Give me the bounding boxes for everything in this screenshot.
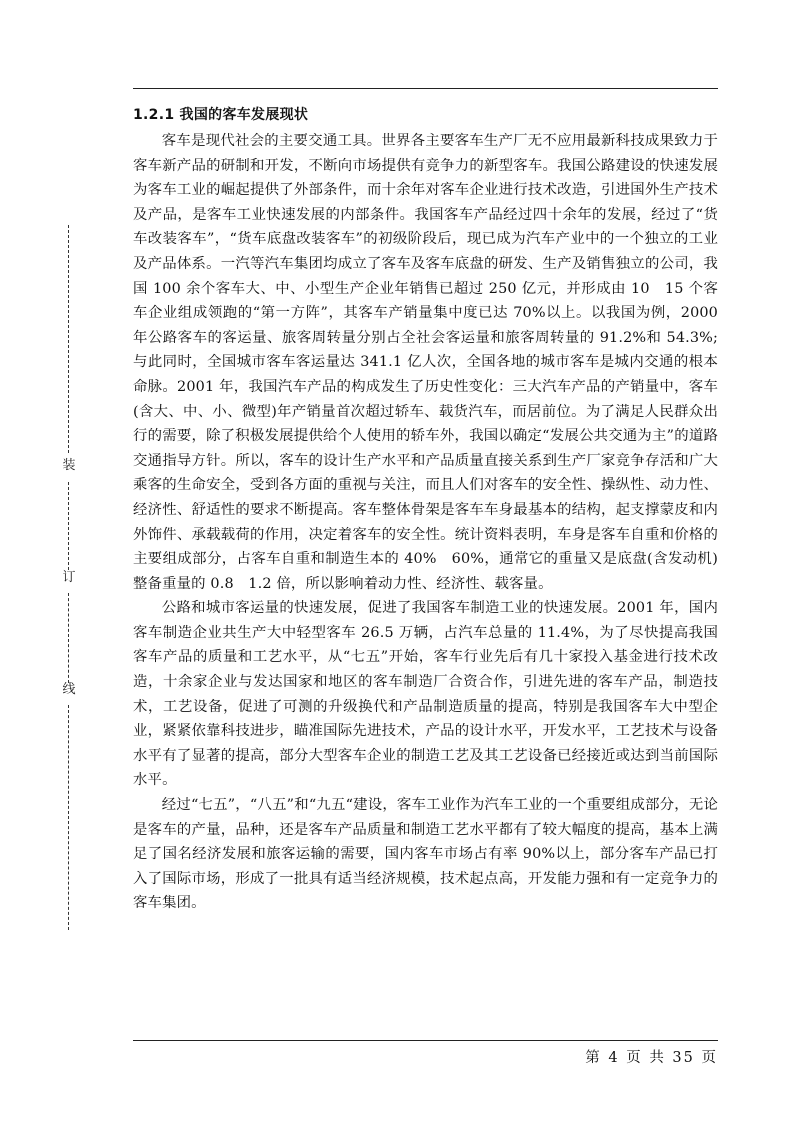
header-rule	[133, 88, 718, 89]
page-number: 第 4 页 共 35 页	[585, 1050, 718, 1066]
binding-dashed-line	[68, 593, 69, 683]
paragraph: 客车是现代社会的主要交通工具。世界各主要客车生产厂无不应用最新科技成果致力于客车新产品的研制和开发，不断向市场提供有竞争力的新型客车。我国公路建设的快速发展为客车工业的崛起提供了外部条件，而十余年对客车企业进行技术改造，引进国外生产技术及产品，是客车工业快速发展的内部条件。我国客车产品经过四十余年的发展，经过了“货车改装客车”，“货车底盘改装客车”的初级阶段后，现已成为汽车产业中的一个独立的工业及产品体系。一汽等汽车集团均成立了客车及客车底盘的研发、生产及销售独立的公司，我国 100 余个客车大、中、小型生产企业年销售已超过 250 亿元，并形成由 10 15 个客车企业组成领跑的“第一方阵”，其客车产销量集中度已达 70%以上。以我国为例，2000 年公路客车的客运量、旅客周转量分别占全社会客运量和旅客周转量的 91.2%和 54.3%;与此同时，全国城市客车客运量达 341.1 亿人次，全国各地的城市客车是城内交通的根本命脉。2001 年，我国汽车产品的构成发生了历史性变化：三大汽车产品的产销量中，客车(含大、中、小、微型)年产销量首次超过轿车、载货汽车，而居前位。为了满足人民群众出行的需要，除了积极发展提供给个人使用的轿车外，我国以确定“发展公共交通为主”的道路交通指导方针。所以，客车的设计生产水平和产品质量直接关系到生产厂家竞争存活和广大乘客的生命安全，受到各方面的重视与关注，而且人们对客车的安全性、操纵性、动力性、经济性、舒适性的要求不断提高。客车整体骨架是客车车身最基本的结构，起支撑蒙皮和内外饰件、承载载荷的作用，决定着客车的安全性。统计资料表明，车身是客车自重和价格的主要组成部分，占客车自重和制造生本的 40% 60%，通常它的重量又是底盘(含发动机)整备重量的 0.8 1.2 倍，所以影响着动力性、经济性、载客量。	[133, 133, 718, 592]
binding-char-xian: 线	[62, 682, 76, 697]
binding-dashed-line	[68, 705, 69, 930]
binding-dashed-line	[68, 225, 69, 453]
binding-margin	[0, 0, 100, 1122]
document-body	[133, 104, 718, 916]
paragraph: 公路和城市客运量的快速发展，促进了我国客车制造工业的快速发展。2001 年，国内客车制造企业共生产大中轻型客车 26.5 万辆，占汽车总量的 11.4%，为了尽快提高我国客车产品的质量和工艺水平，从“七五”开始，客车行业先后有几十家投入基金进行技术改造，十余家企业与发达国家和地区的客车制造厂合资合作，引进先进的客车产品，制造技术，工艺设备，促进了可测的升级换代和产品制造质量的提高，特别是我国客车大中型企业，紧紧依靠科技进步，瞄准国际先进技术，产品的设计水平，开发水平，工艺技术与设备水平有了显著的提高，部分大型客车企业的制造工艺及其工艺设备已经接近或达到当前国际水平。	[133, 600, 718, 789]
footer-rule	[133, 1040, 718, 1041]
paragraph: 经过“七五”，“八五”和“九五“建设，客车工业作为汽车工业的一个重要组成部分，无论是客车的产量，品种，还是客车产品质量和制造工艺水平都有了较大幅度的提高，基本上满足了国名经济发展和旅客运输的需要，国内客车市场占有率 90%以上，部分客车产品已打入了国际市场，形成了一批具有适当经济规模，技术起点高，开发能力强和有一定竞争力的客车集团。	[133, 797, 718, 912]
section-heading: 1.2.1 我国的客车发展现状	[133, 107, 309, 123]
binding-dashed-line	[68, 482, 69, 570]
binding-char-zhuang: 装	[62, 458, 76, 473]
binding-char-ding: 订	[62, 570, 76, 585]
